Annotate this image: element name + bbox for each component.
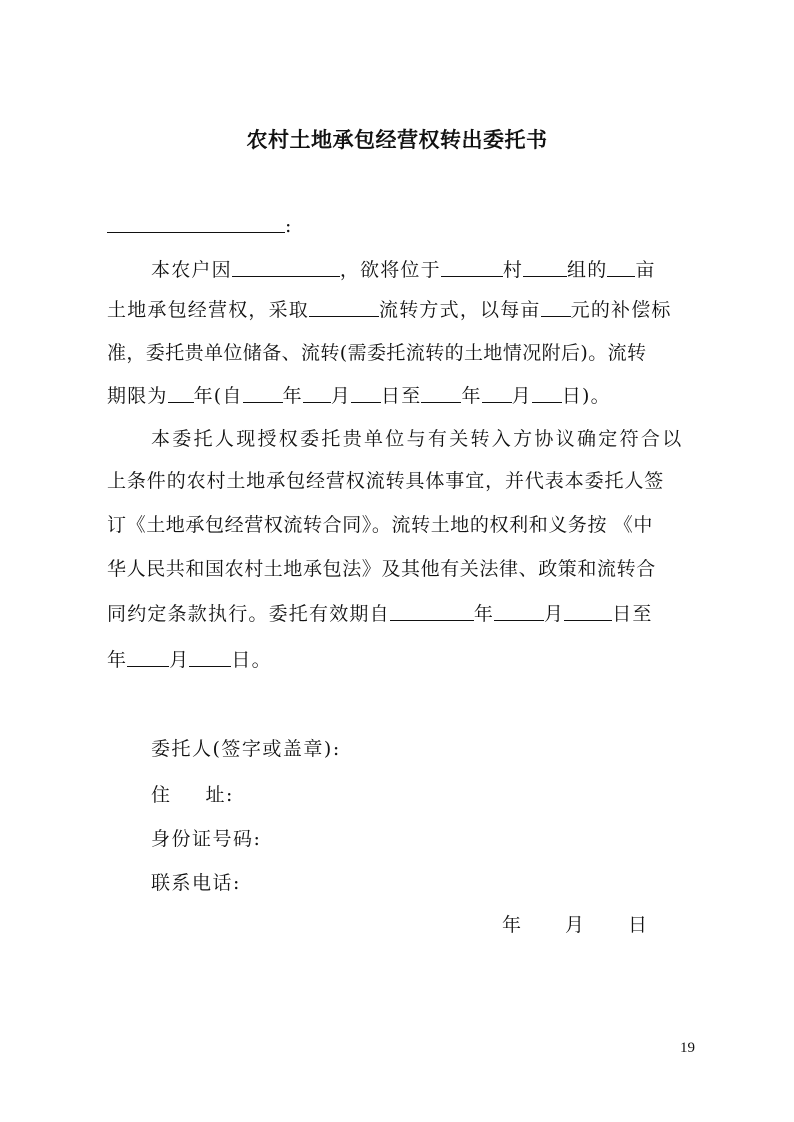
text-segment: 期限为 [107,385,168,407]
p1-line-4 [107,382,697,408]
p2-line-3 [107,512,697,538]
start-month-blank[interactable] [303,382,331,403]
text-segment: 村 [502,259,524,281]
text-segment: 年 [107,649,128,671]
text-segment: 年 [282,385,303,407]
group-blank[interactable] [523,256,567,277]
signing-date [502,912,647,938]
text-segment: 址: [205,784,234,806]
text-segment: 日。 [231,649,272,671]
start-year-blank[interactable] [243,382,283,403]
phone-label: 联系电话: [151,872,241,894]
text-segment: 月 [169,649,190,671]
compensation-blank[interactable] [541,296,571,317]
text-segment: 亩 [635,259,656,281]
p2-line-1 [151,426,697,452]
text-segment: 同约定条款执行。委托有效期自 [107,603,390,625]
p2-line-5 [107,600,697,626]
p2-line-6 [107,646,697,672]
addressee-blank[interactable] [107,212,285,233]
village-blank[interactable] [441,256,503,277]
start-day-blank[interactable] [351,382,381,403]
text-segment: 住 [151,784,172,806]
p2-line-2 [107,468,697,494]
text-segment: 本委托人现授权委托贵单位与有关转入方协议确定符合以 [151,428,684,450]
validity-start-month-blank[interactable] [494,600,544,621]
end-month-blank[interactable] [482,382,512,403]
text-segment: 订《土地承包经营权流转合同》。流转土地的权利和义务按 《中 [107,514,653,536]
year-label: 年 [502,914,522,936]
text-segment: 月 [511,385,532,407]
text-segment: 元的补偿标 [570,299,672,321]
text-segment: 月 [544,603,565,625]
p1-line-1 [151,256,697,282]
document-title: 农村土地承包经营权转出委托书 [246,128,548,152]
p1-line-2 [107,296,697,322]
text-segment: 组的 [567,259,608,281]
p2-line-4 [107,556,697,582]
text-segment: 年(自 [193,385,243,407]
reason-blank[interactable] [232,256,340,277]
text-segment: 准，委托贵单位储备、流转(需委托流转的土地情况附后)。流转 [107,342,647,364]
id-number-label: 身份证号码: [151,828,262,850]
end-day-blank[interactable] [532,382,562,403]
term-years-blank[interactable] [168,382,194,403]
text-segment: 华人民共和国农村土地承包法》及其他有关法律、政策和流转合 [107,558,656,580]
p1-line-3 [107,340,697,366]
day-label: 日 [628,914,648,936]
text-segment: 土地承包经营权，采取 [107,299,310,321]
validity-start-year-blank[interactable] [390,600,474,621]
page-number: 19 [680,1040,695,1056]
text-segment: 日至 [381,385,422,407]
text-segment: 年 [461,385,482,407]
addressee-colon: : [285,215,293,237]
address-label [151,782,234,808]
text-segment: 本农户因 [151,259,232,281]
principal-signature-label: 委托人(签字或盖章): [151,738,341,760]
text-segment: 年 [473,603,495,625]
area-blank[interactable] [607,256,635,277]
validity-start-day-blank[interactable] [564,600,612,621]
text-segment: 月 [330,385,352,407]
text-segment: 流转方式，以每亩 [379,299,541,321]
text-segment: 上条件的农村土地承包经营权流转具体事宜，并代表本委托人签 [107,470,665,492]
validity-end-month-blank[interactable] [127,646,169,667]
text-segment: 日)。 [561,385,611,407]
text-segment: ，欲将位于 [339,259,441,281]
end-year-blank[interactable] [421,382,461,403]
addressee-line [107,212,697,238]
validity-end-day-blank[interactable] [189,646,231,667]
month-label: 月 [565,914,585,936]
text-segment: 日至 [612,603,653,625]
transfer-method-blank[interactable] [309,296,379,317]
